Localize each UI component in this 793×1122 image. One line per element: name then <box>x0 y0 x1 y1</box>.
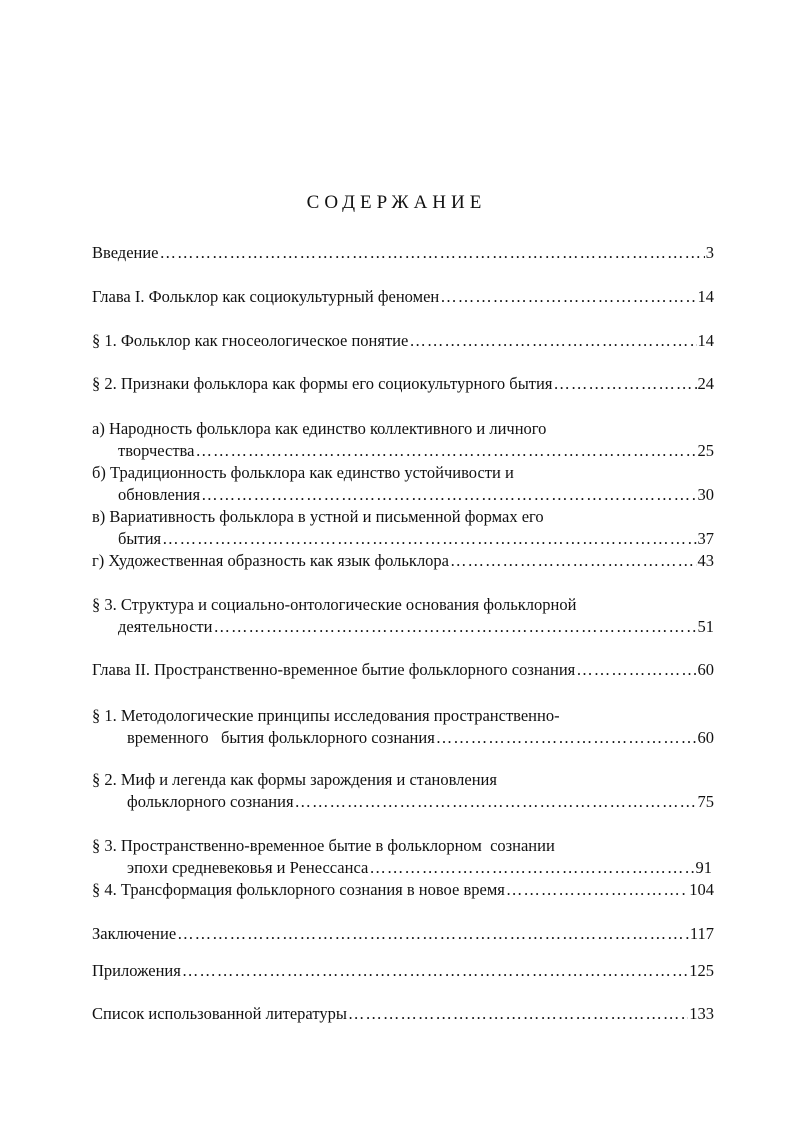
toc-label: § 2. Признаки фольклора как формы его социокультурного бытия <box>92 374 553 393</box>
leader-dots <box>450 550 697 572</box>
toc-page-number: 104 <box>689 880 714 899</box>
toc-label-line2: временного бытия фольклорного сознания <box>127 728 435 747</box>
toc-label: Глава II. Пространственно-временное бытие фольклорного сознания <box>92 660 576 679</box>
toc-label: Глава I. Фольклор как социокультурный феномен <box>92 287 440 306</box>
toc-label: § 4. Трансформация фольклорного сознания в новое время <box>92 880 505 899</box>
leader-dots <box>195 440 696 462</box>
toc-label-line1: в) Вариативность фольклора в устной и письменной формах его <box>92 507 544 526</box>
toc-label-line2: творчества <box>118 441 195 460</box>
toc-page-number: 14 <box>697 287 714 306</box>
toc-label-line1: б) Традиционность фольклора как единство устойчивости и <box>92 463 514 482</box>
toc-page-number: 37 <box>697 529 714 548</box>
toc-label-line2: эпохи средневековья и Ренессанса <box>127 858 369 877</box>
toc-page-number: 60 <box>697 660 714 679</box>
toc-entry-chapter-1[interactable] <box>92 286 714 308</box>
toc-label: Заключение <box>92 924 177 943</box>
toc-label-line1: § 3. Пространственно-временное бытие в фольклорном сознании <box>92 836 555 855</box>
toc-label: Список использованной литературы <box>92 1004 347 1023</box>
toc-entry-appendices[interactable] <box>92 960 714 982</box>
toc-label: § 1. Фольклор как гносеологическое понятие <box>92 331 409 350</box>
toc-entry-section-2-1[interactable] <box>92 705 714 749</box>
leader-dots <box>177 923 689 945</box>
toc-label-line1: § 2. Миф и легенда как формы зарождения и становления <box>92 770 497 789</box>
leader-dots <box>162 528 696 550</box>
toc-label-line1: § 3. Структура и социально-онтологические основания фольклорной <box>92 595 577 614</box>
toc-entry-section-1-3[interactable] <box>92 594 714 638</box>
toc-page-number: 25 <box>697 441 714 460</box>
toc-page-number: 14 <box>697 331 714 350</box>
leader-dots <box>409 330 696 352</box>
leader-dots <box>182 960 688 982</box>
toc-entry-subsection-b[interactable] <box>92 462 714 506</box>
leader-dots <box>506 879 688 901</box>
toc-entry-section-1-2[interactable] <box>92 373 714 395</box>
leader-dots <box>160 242 705 264</box>
toc-entry-section-2-4[interactable] <box>92 879 714 901</box>
leader-dots <box>576 659 696 681</box>
leader-dots <box>348 1003 688 1025</box>
toc-entry-bibliography[interactable] <box>92 1003 714 1025</box>
toc-label-line2: бытия <box>118 529 162 548</box>
toc-page-number: 43 <box>697 551 714 570</box>
toc-label-line1: § 1. Методологические принципы исследования пространственно- <box>92 706 560 725</box>
page-title: СОДЕРЖАНИЕ <box>306 192 487 213</box>
toc-entry-section-2-3[interactable] <box>92 835 714 879</box>
toc-entry-subsection-g[interactable] <box>92 550 714 572</box>
leader-dots <box>369 857 694 879</box>
toc-label-line2: деятельности <box>118 617 213 636</box>
leader-dots <box>213 616 696 638</box>
toc-page-number: 91 <box>695 858 712 877</box>
toc-label-line2: обновления <box>118 485 201 504</box>
toc-page-number: 51 <box>697 617 714 636</box>
toc-page-number: 24 <box>697 374 714 393</box>
toc-page-number: 3 <box>705 243 714 262</box>
toc-entry-section-2-2[interactable] <box>92 769 714 813</box>
toc-entry-conclusion[interactable] <box>92 923 714 945</box>
toc-entry-intro[interactable] <box>92 242 714 264</box>
toc-page-number: 60 <box>697 728 714 747</box>
toc-page-number: 117 <box>689 924 714 943</box>
toc-page-number: 125 <box>689 961 714 980</box>
toc-page-number: 133 <box>689 1004 714 1023</box>
toc-entry-subsection-a[interactable] <box>92 418 714 462</box>
toc-entry-subsection-v[interactable] <box>92 506 714 550</box>
leader-dots <box>436 727 697 749</box>
leader-dots <box>201 484 696 506</box>
toc-label: Введение <box>92 243 159 262</box>
toc-entry-chapter-2[interactable] <box>92 659 714 681</box>
leader-dots <box>295 791 697 813</box>
toc-label-line1: а) Народность фольклора как единство коллективного и личного <box>92 419 547 438</box>
toc-page-number: 30 <box>697 485 714 504</box>
toc-label: г) Художественная образность как язык фольклора <box>92 551 449 570</box>
leader-dots <box>440 286 696 308</box>
toc-label-line2: фольклорного сознания <box>127 792 294 811</box>
toc-page-number: 75 <box>697 792 714 811</box>
leader-dots <box>553 373 696 395</box>
toc-label: Приложения <box>92 961 181 980</box>
toc-entry-section-1-1[interactable] <box>92 330 714 352</box>
